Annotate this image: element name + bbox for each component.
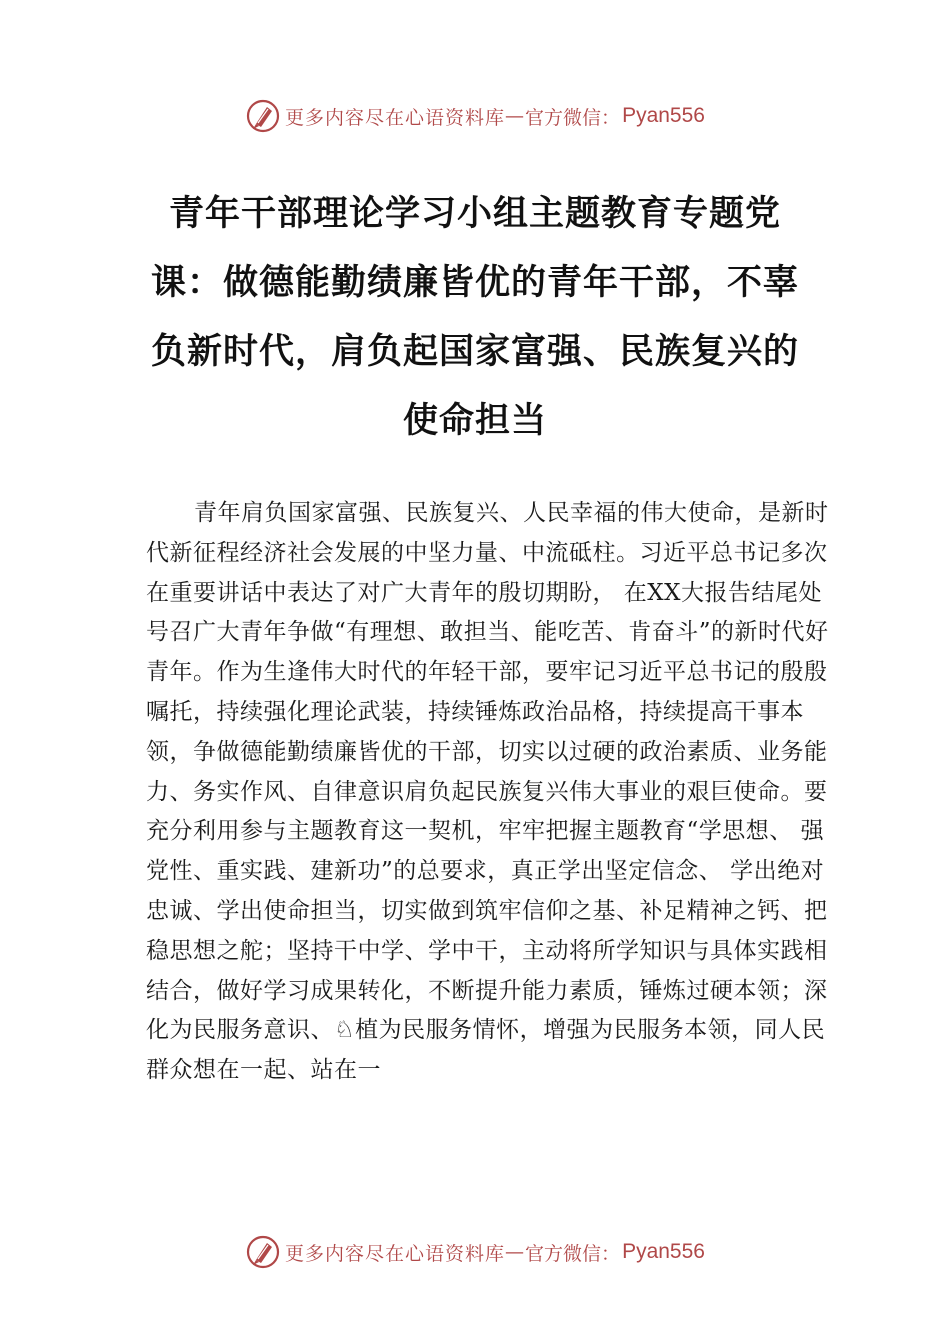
pen-nib-logo-icon	[245, 1234, 281, 1270]
watermark-site-text: 更多内容尽在心语资料库	[285, 106, 506, 129]
watermark-header	[0, 96, 950, 136]
document-body-paragraph: 青年肩负国家富强、民族复兴、人民幸福的伟大使命，是新时代新征程经济社会发展的中坚力量、中流砥柱。习近平总书记多次在重要讲话中表达了对广大青年的殷切期盼， 在XX大报告结尾处号召广大青年争做“有理想、敢担当、能吃苦、肯奋斗”的新时代好青年。作为生逢伟大时代的年轻干部，要牢记习近平总书记的殷殷嘱托，持续强化理论武装，持续锤炼政治品格，持续提高干事本领，争做德能勤绩廉皆优的干部，切实以过硬的政治素质、业务能力、务实作风、自律意识肩负起民族复兴伟大事业的艰巨使命。要充分利用参与主题教育这一契机，牢牢把握主题教育“学思想、 强党性、重实践、建新功”的总要求，真正学出坚定信念、 学出绝对忠诚、学出使命担当，切实做到筑牢信仰之基、补足精神之钙、把稳思想之舵；坚持干中学、学中干，主动将所学知识与具体实践相结合，做好学习成果转化，不断提升能力素质，锤炼过硬本领；深化为民服务意识、♘植为民服务情怀，增强为民服务本领，同人民群众想在一起、站在一	[146, 500, 829, 1084]
watermark-site-text: 更多内容尽在心语资料库	[285, 1242, 506, 1265]
watermark-dash: —	[505, 105, 526, 127]
pen-nib-logo-icon	[245, 98, 281, 134]
watermark-wechat-id: Pyan556	[622, 1240, 705, 1263]
watermark-wechat-label: 官方微信：	[525, 1242, 621, 1265]
watermark-dash: —	[505, 1241, 526, 1263]
watermark-footer	[0, 1232, 950, 1272]
document-title: 青年干部理论学习小组主题教育专题党课：做德能勤绩廉皆优的青年干部，不辜负新时代，肩负起国家富强、民族复兴的使命担当	[150, 194, 799, 441]
watermark-wechat-id: Pyan556	[622, 104, 705, 127]
watermark-wechat-label: 官方微信：	[525, 106, 621, 129]
